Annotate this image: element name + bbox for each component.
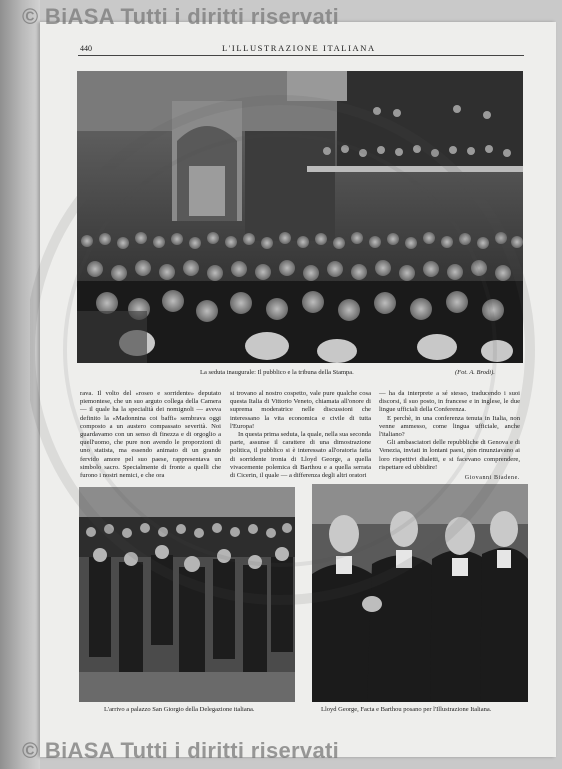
magazine-title: L'ILLUSTRAZIONE ITALIANA (222, 43, 376, 53)
photo-inaugural-session (77, 71, 523, 363)
article-paragraph: rava. Il volto del «roseo e sorridente» deputato piemontese, che un suo arguto collega della Camera — il quale ha la specialità dei nomignoli — aveva definito la «Madonnina coi baffi» sembrava oggi composto a un austero compassato severità. Noi guardavamo con un senso di finezza e di orgoglio a quell'uomo, che pure non avendo le proporzioni di uno statista, ma essendo animato di un grande fervido amore pel suo paese, rappresentava un simbolo sacro. Specialmente di fronte a quelli che furono i nostri nemici, e che ora (80, 390, 221, 480)
right-photo-caption: Lloyd George, Facta e Barthou posano per l'Illustrazione Italiana. (321, 706, 492, 713)
article-paragraph: Gli ambasciatori delle repubbliche di Genova e di Venezia, inviati in lontani paesi, non rinunziavano ai loro rispettivi dialetti, e si facevano comprendere, rispettare ed ubbidire! (379, 439, 520, 471)
article-column-2 (230, 390, 371, 480)
photo-lloyd-george-facta-barthou (312, 484, 528, 702)
main-photo-credit: (Fot. A. Brodi). (455, 369, 495, 376)
article-paragraph: si trovano al nostro cospetto, vale pure qualche cosa questa Italia di Vittorio Veneto, chiamata all'onore di suprema moderatrice nelle discussioni che interessano la vita economica e civile di tutta l'Europa! (230, 390, 371, 430)
article-paragraph: In questa prima seduta, la quale, nella sua seconda parte, assunse il carattere di una dimostrazione politica, il pubblico si è interessato all'oratoria fatta di sorridente ironia di Lloyd George, a quella vivacemente polemica di Barthou e a quella serrata di Cicerin, il quale — a differenza degli altri oratori (230, 431, 371, 480)
article-paragraph: E perchè, in una conferenza tenuta in Italia, non venne ammesso, come lingua ufficiale, anche l'italiano? (379, 414, 520, 439)
main-photo-caption: La seduta inaugurale: Il pubblico e la tribuna della Stampa. (200, 369, 354, 376)
article-column-1 (80, 390, 221, 480)
article-column-3 (379, 390, 520, 482)
author-signature: Giovanni Biadene. (464, 475, 520, 482)
left-photo-caption: L'arrivo a palazzo San Giorgio della Delegazione italiana. (104, 706, 255, 713)
watermark-top: © BiASA Tutti i diritti riservati (22, 4, 340, 29)
page-number: 440 (80, 44, 92, 53)
article-paragraph: — ha da interprete a sé stesso, traducendo i suoi discorsi, il suo posto, in francese e in inglese, le due lingue ufficiali della Conferenza. (379, 390, 520, 414)
page-edge-shadow (0, 0, 40, 769)
watermark-bottom: © BiASA Tutti i diritti riservati (22, 738, 340, 763)
header-rule (78, 55, 524, 56)
photo-italian-delegation-arrival (79, 487, 295, 702)
